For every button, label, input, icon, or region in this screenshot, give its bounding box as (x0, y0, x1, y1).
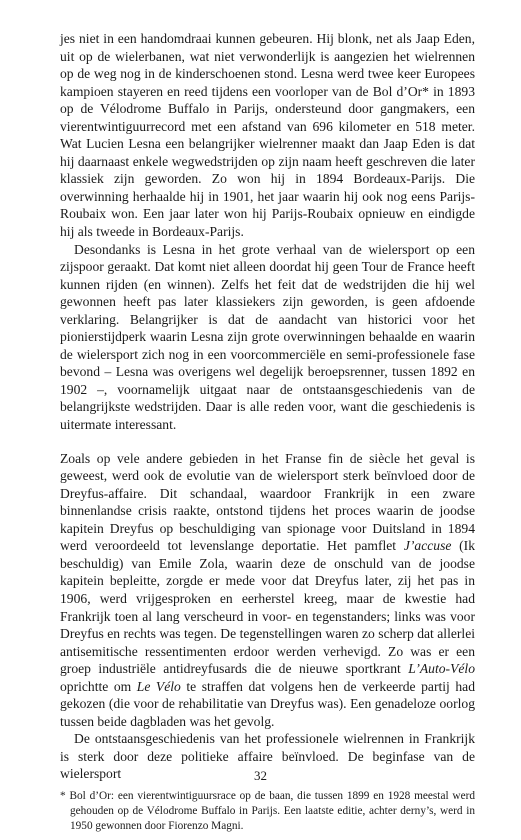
paragraph-lesna-sidetrack: Desondanks is Lesna in het grote verhaal van de wielersport op een zijspoor geraakt. Dat komt niet alleen doordat hij geen Tour de France heeft kunnen rijden (en winnen). Zelfs het feit dat de wedstrijden die hij wel gewonnen heeft pas later klassiekers zijn geworden, is geen afdoende verklaring. Belangrijker is dat de aandacht van historici voor het pionierstijdperk waarin Lesna zijn grote overwinningen behaalde en waarin de wielersport zich nog in een voorcommerciële en semi-professionele fase bevond – Lesna was overigens wel degelijk beroepsrenner, tussen 1892 en 1902 –, voornamelijk uitgaat naar de ontstaansgeschiedenis van de belangrijkste wedstrijden. Daar is alle reden voor, want die geschiedenis is uitermate interessant. (60, 241, 475, 433)
footnote-bol-dor: * Bol d’Or: een vierentwintiguursrace op de baan, die tussen 1899 en 1928 meestal werd gehouden op de Vélodrome Buffalo in Parijs. Een laatste editie, achter derny’s, werd in 1950 gewonnen door Fiorenzo Magni. (60, 789, 475, 832)
title-le-velo: Le Vélo (136, 678, 181, 694)
dreyfus-text-start: Zoals op vele andere gebieden in het Franse fin de siècle het geval is geweest, werd ook de evolutie van de wielersport sterk beïnvloed door de Dreyfus-affaire. Dit schandaal, waardoor Frankrijk in een zware binnenlandse crisis raakte, ontstond tijdens het proces waarin de joodse kapitein Dreyfus op beschuldiging van spionage voor Duitsland in 1894 werd veroordeeld tot levenslange deportatie. Het pamflet (60, 450, 475, 554)
paragraph-lesna-career: jes niet in een handomdraai kunnen gebeuren. Hij blonk, net als Jaap Eden, uit op de wielerbanen, wat niet verwonderlijk is aangezien het wielrennen op de weg nog in de kinderschoenen stond. Lesna werd twee keer Europees kampioen stayeren en reed tijdens een voorloper van de Bol d’Or* in 1893 op de Vélodrome Buffalo in Parijs, ondersteund door gangmakers, een vierentwintiguurrecord met een afstand van 696 kilometer en 518 meter. Wat Lucien Lesna een belangrijker wielrenner maakt dan Jaap Eden is dat hij daarnaast enkele wegwedstrijden op zijn naam heeft geschreven die later klassiek zijn geworden. Zo won hij in 1894 Bordeaux-Parijs. Die overwinning herhaalde hij in 1901, het jaar waarin hij ook nog eens Parijs-Roubaix won. Een jaar later won hij Parijs-Roubaix opnieuw en eindigde hij als tweede in Bordeaux-Parijs. (60, 31, 475, 240)
title-lauto-velo: L’Auto-Vélo (408, 661, 475, 677)
dreyfus-text-middle2: oprichtte om (60, 678, 137, 694)
dreyfus-text-middle: (Ik beschuldig) van Emile Zola, waarin deze de onschuld van de joodse kapitein bepleitte, zorgde er mede voor dat Dreyfus later, zij het pas in 1906, werd vrijgesproken en eerherstel kreeg, maar de kwestie had Frankrijk toen al lang verscheurd in voor- en tegenstanders; links was voor Dreyfus en rechts was tegen. De tegenstellingen waren zo scherp dat allerlei antisemitische ressentimenten erdoor werden verhevigd. Zo was er een groep industriële antidreyfusards die de nieuwe sportkrant (60, 538, 476, 677)
dreyfus-text-end: te straffen dat volgens hen de verkeerde partij had gekozen (die voor de rehabilitatie van Dreyfus was). Een genadeloze oorlog tussen beide dagbladen was het gevolg. (60, 678, 475, 729)
paragraph-dreyfus-affair (60, 450, 475, 731)
page-number: 32 (254, 768, 267, 783)
title-jaccuse: J’accuse (403, 538, 452, 554)
paragraph-professional-origins: De ontstaansgeschiedenis van het professionele wielrennen in Frankrijk is sterk door deze politieke affaire beïnvloed. De beginfase van de wielersport (60, 731, 475, 782)
